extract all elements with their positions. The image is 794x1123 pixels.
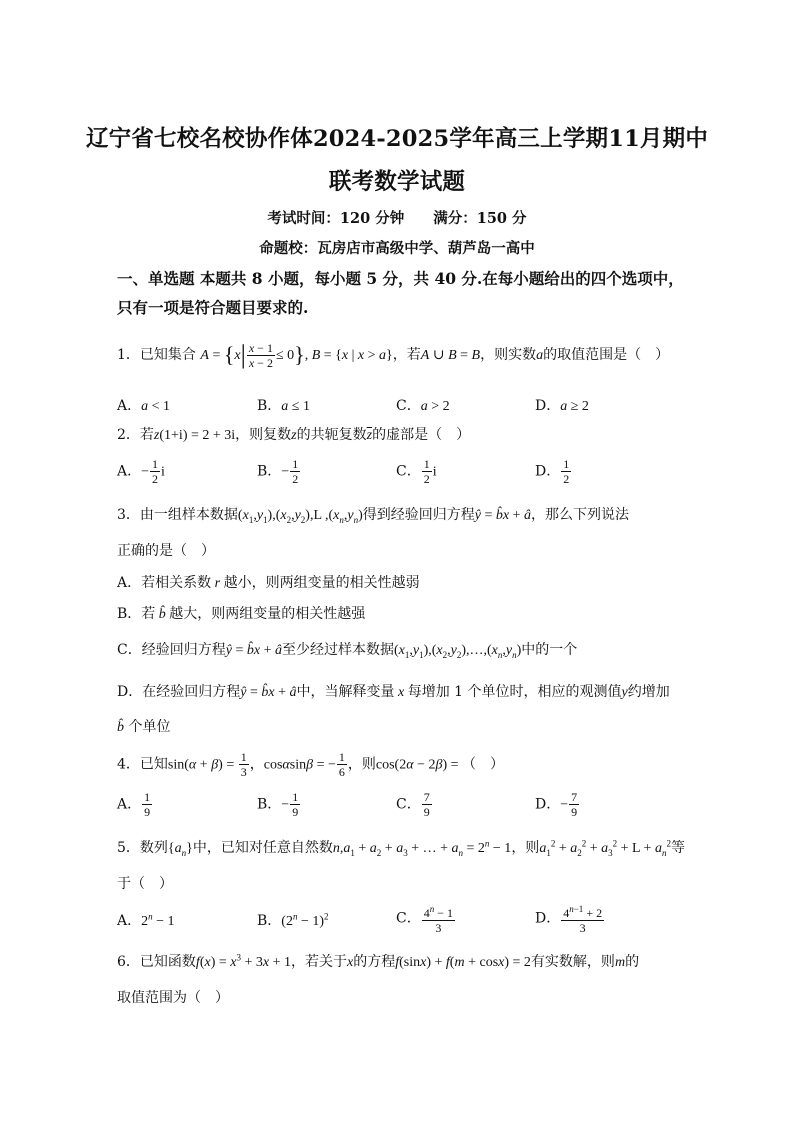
q3-stem-b: 得到经验回归方程 — [362, 507, 475, 523]
q1-tail: ，若 — [392, 347, 421, 363]
q5-stem-line2: 于（ ） — [117, 876, 173, 892]
q3-option-a[interactable]: A．若相关系数 r 越小，则两组变量的相关性越弱 — [117, 575, 420, 591]
q1-option-c[interactable]: C．a > 2 — [396, 398, 450, 414]
q3-stem-c: ，那么下列说法 — [531, 507, 630, 523]
q3-stem-a: 3．由一组样本数据 — [117, 507, 238, 523]
q2-option-d[interactable]: D． $\frac{1}{2}$ — [535, 457, 570, 486]
q2-option-c[interactable]: C． $\frac{1}{2}$ i — [396, 457, 437, 486]
exam-title-line2: 联考数学试题 — [328, 169, 466, 195]
q5-number: 5． — [117, 840, 140, 856]
q5-option-d[interactable]: D． $\frac{4^{n-1} + 2}{3}$ — [535, 904, 603, 935]
exam-title-line1: 辽宁省七校名校协作体2024-2025学年高三上学期11月期中 — [85, 126, 709, 152]
q2-option-b[interactable]: B．− $\frac{1}{2}$ — [257, 457, 299, 486]
q6-stem-line2: 取值范围为（ ） — [117, 990, 229, 1006]
section-heading: 一、单选题 本题共 8 小题，每小题 5 分，共 40 分.在每小题给出的四个选项中，只有一项是符合题目要求的. — [117, 269, 684, 317]
question-6: 6．已知函数$f(x) = x^3 + 3x + 1$，若关于x的方程f(sinx) + f(m + cosx) = 2有实数解，则m的 — [117, 952, 640, 970]
q1-option-a[interactable]: A．a < 1 — [117, 398, 171, 414]
q3-option-d[interactable]: D．在经验回归方程ŷ = b̂x + â中，当解释变量 x 每增加 1 个单位时，相应的观测值y约增加 — [117, 684, 670, 700]
q3-option-b[interactable]: B．若 b̂ 越大，则两组变量的相关性越强 — [117, 606, 366, 622]
q1-lead: 已知集合 — [139, 347, 196, 363]
q5-lead: 数列 — [139, 840, 168, 856]
q1-option-d[interactable]: D．a ≥ 2 — [535, 398, 589, 414]
q2-tail: ，则复数 — [235, 427, 292, 443]
exam-time-score: 考试时间：120 分钟 满分：150 分 — [267, 210, 527, 227]
question-1: 1．已知集合 A = {x| $\frac{x - 1}{x - 2}$ ≤ 0}, B = {x | x > a}，若A ∪ B = B，则实数a的取值范围是（ ） — [117, 340, 670, 370]
q3-option-c[interactable]: C．经验回归方程ŷ = b̂x + â至少经过样本数据$(x_1,y_1),(x_2,y_2),\dots,(x_n,y_n)$中的一个 — [117, 642, 578, 660]
q2-tail2: 的共轭复数 — [296, 427, 367, 443]
question-3: 3．由一组样本数据$(x_1,y_1),(x_2,y_2),L$ $,(x_n,y_n)$得到经验回归方程ŷ = b̂x + â，那么下列说法 — [117, 507, 630, 525]
q1-tail3: 的取值范围是（ ） — [543, 347, 670, 363]
q2-tail3: 的虚部是（ ） — [372, 427, 471, 443]
q4-lead: 已知 — [139, 756, 168, 773]
q3-option-d-line2: b̂ 个单位 — [117, 719, 171, 735]
q1-option-b[interactable]: B．a ≤ 1 — [257, 398, 310, 414]
q6-lead: 已知函数 — [139, 954, 196, 970]
q5-option-b[interactable]: B．$(2^n - 1)^2$ — [257, 911, 329, 929]
q2-option-a[interactable]: A．− $\frac{1}{2}$ i — [117, 457, 165, 486]
q4-number: 4． — [117, 756, 140, 773]
q5-option-a[interactable]: A．$2^n - 1$ — [117, 911, 175, 929]
q5-option-c[interactable]: C． $\frac{4^n - 1}{3}$ — [396, 904, 453, 935]
q4-option-c[interactable]: C． $\frac{7}{9}$ — [396, 790, 430, 819]
question-5: 5．数列$\{a_n\}$中，已知对任意自然数$n,a_1 + a_2 + a_3$ + … + $a_n = 2^n - 1$，则$a_1^2 + a_2^2 + a_3^2 + L + a_n^2$等 — [117, 838, 685, 858]
exam-school: 命题校：瓦房店市高级中学、葫芦岛一高中 — [259, 240, 535, 257]
q2-lead: 若 — [139, 427, 154, 443]
q4-option-b[interactable]: B．− $\frac{1}{9}$ — [257, 790, 299, 819]
q3-stem-line2: 正确的是（ ） — [117, 543, 215, 559]
q4-option-a[interactable]: A． $\frac{1}{9}$ — [117, 790, 151, 819]
question-4: 4．已知sin(α + β) = $\frac{1}{3}$ ，cosαsinβ = − $\frac{1}{6}$ ，则cos(2α − 2β) = （ ） — [117, 750, 505, 779]
q2-number: 2． — [117, 427, 140, 443]
q1-number: 1． — [117, 347, 140, 363]
q1-tail2: ，则实数 — [480, 347, 537, 363]
q6-number: 6． — [117, 954, 140, 970]
question-2: 2．若z(1+i) = 2 + 3i，则复数z的共轭复数$\overline{z}$的虚部是（ ） — [117, 427, 471, 443]
q4-option-d[interactable]: D．− $\frac{7}{9}$ — [535, 790, 578, 819]
